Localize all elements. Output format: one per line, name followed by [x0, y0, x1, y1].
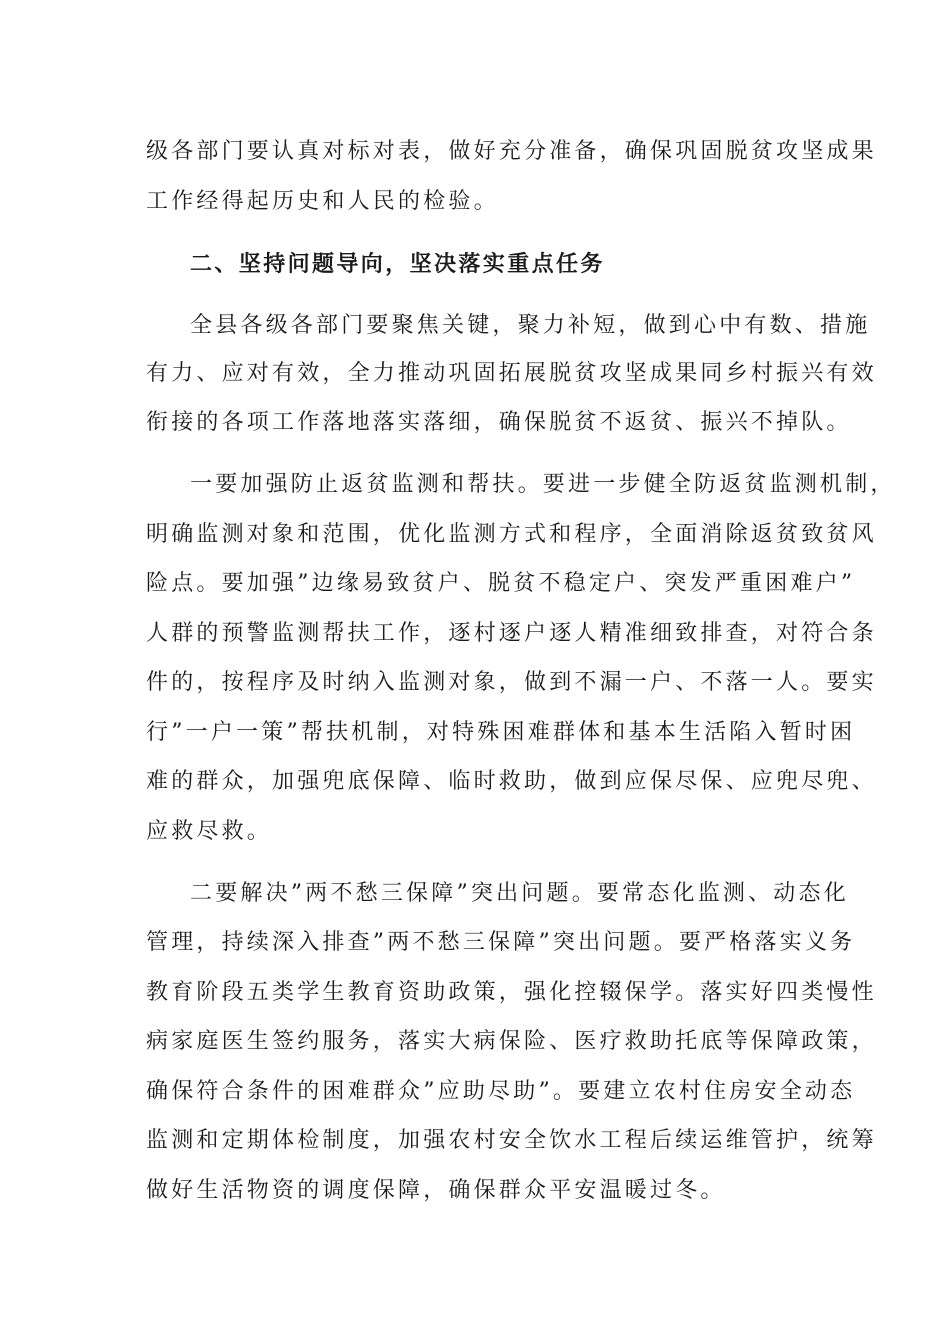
body-text-line: 工作经得起历史和人民的检验。	[146, 189, 499, 214]
body-text-line: 一要加强防止返贫监测和帮扶。要进一步健全防返贫监测机制，	[190, 472, 896, 497]
body-text-line: 管理，持续深入排查”两不愁三保障”突出问题。要严格落实义务	[146, 930, 856, 955]
body-text-line: 行”一户一策”帮扶机制，对特殊困难群体和基本生活陷入暂时困	[146, 720, 856, 745]
body-text-line: 衔接的各项工作落地落实落细，确保脱贫不返贫、振兴不掉队。	[146, 410, 852, 435]
body-text-line: 做好生活物资的调度保障，确保群众平安温暖过冬。	[146, 1178, 726, 1203]
body-text-line: 教育阶段五类学生教育资助政策，强化控辍保学。落实好四类慢性	[146, 980, 877, 1005]
body-text-line: 监测和定期体检制度，加强农村安全饮水工程后续运维管护，统筹	[146, 1128, 877, 1153]
body-text-line: 级各部门要认真对标对表，做好充分准备，确保巩固脱贫攻坚成果	[146, 139, 877, 164]
body-text-line: 险点。要加强”边缘易致贫户、脱贫不稳定户、突发严重困难户”	[146, 571, 856, 596]
body-text-line: 人群的预警监测帮扶工作，逐村逐户逐人精准细致排查，对符合条	[146, 621, 877, 646]
body-text-line: 明确监测对象和范围，优化监测方式和程序，全面消除返贫致贫风	[146, 522, 877, 547]
body-text-line: 全县各级各部门要聚焦关键，聚力补短，做到心中有数、措施	[190, 313, 871, 338]
body-text-line: 件的，按程序及时纳入监测对象，做到不漏一户、不落一人。要实	[146, 670, 877, 695]
body-text-line: 病家庭医生签约服务，落实大病保险、医疗救助托底等保障政策，	[146, 1029, 877, 1054]
body-text-line: 有力、应对有效，全力推动巩固拓展脱贫攻坚成果同乡村振兴有效	[146, 361, 877, 386]
body-text-line: 确保符合条件的困难群众”应助尽助”。要建立农村住房安全动态	[146, 1079, 856, 1104]
body-text-line: 难的群众，加强兜底保障、临时救助，做到应保尽保、应兜尽兜、	[146, 769, 877, 794]
section-heading: 二、坚持问题导向，坚决落实重点任务	[190, 251, 605, 277]
body-text-line: 应救尽救。	[146, 819, 273, 844]
body-text-line: 二要解决”两不愁三保障”突出问题。要常态化监测、动态化	[190, 881, 849, 906]
